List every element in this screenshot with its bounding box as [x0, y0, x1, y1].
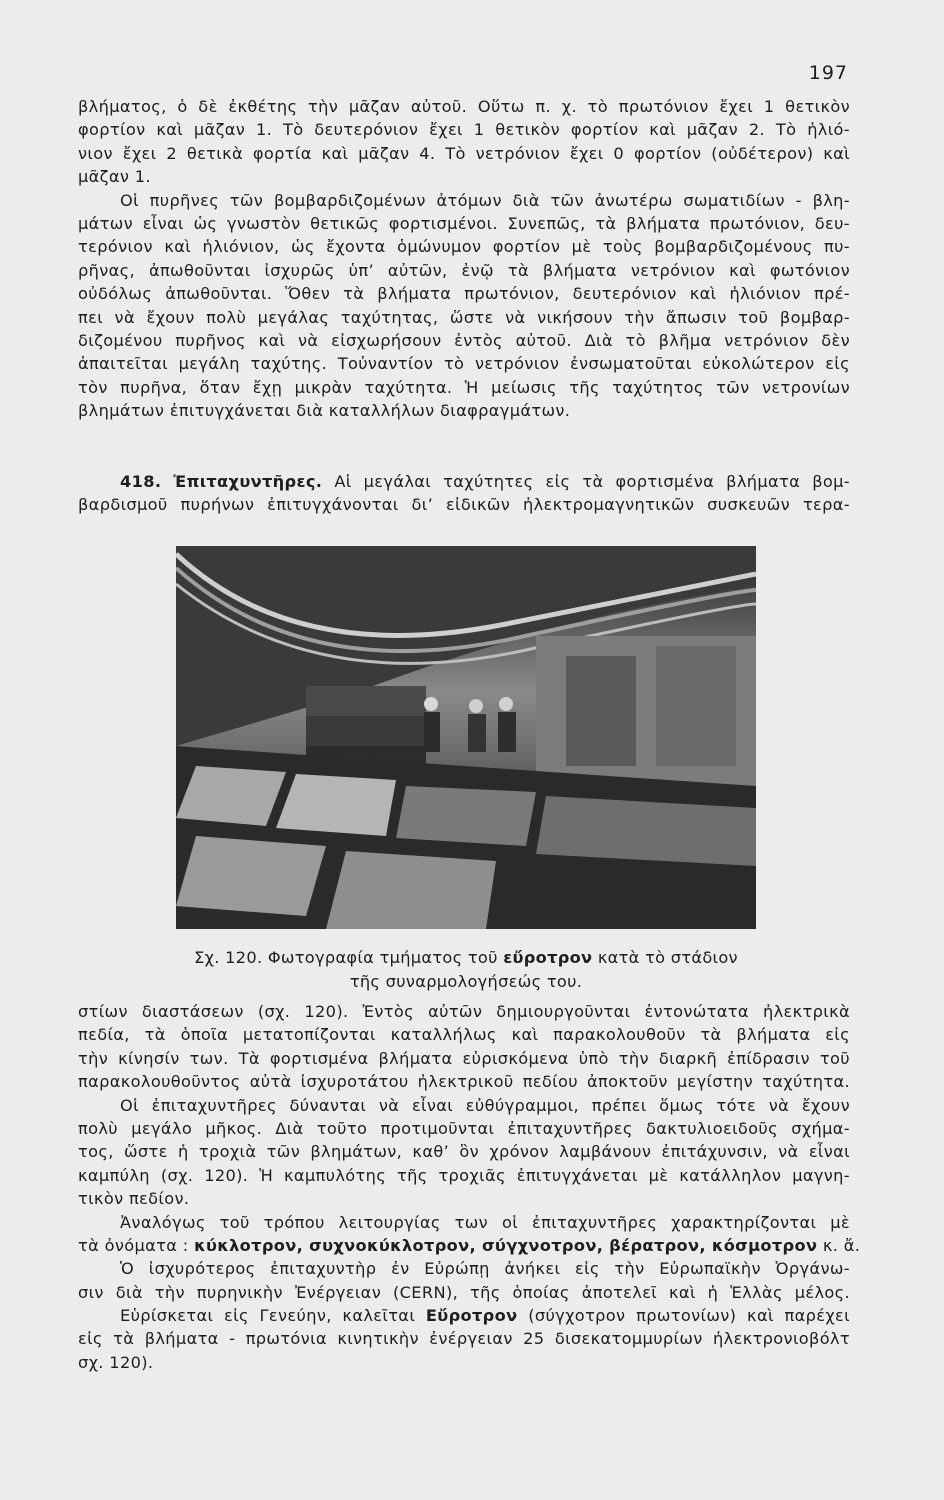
caption-term: εὔροτρον: [503, 948, 593, 967]
text-line: Οἱ πυρῆνες τῶν βομβαρδιζομένων ἀτόμων διὰ τῶν ἀνωτέρω σωματιδίων - βλη-: [120, 190, 850, 210]
text-line: βλημάτων ἐπιτυγχάνεται διὰ καταλλήλων διαφραγμάτων.: [78, 401, 571, 421]
figure-photo-eurotron: [176, 546, 756, 929]
wall-panel: [656, 646, 736, 766]
text-line: τικὸν πεδίον.: [78, 1189, 190, 1209]
text-line: βαρδισμοῦ πυρήνων ἐπιτυγχάνονται δι’ εἰδικῶν ἠλεκτρομαγνητικῶν συσκευῶν τερα-: [78, 495, 850, 515]
floor-slab: [176, 836, 326, 916]
section-number: 418.: [120, 472, 162, 491]
text-line: ρῆνας, ἀπωθοῦνται ἰσχυρῶς ὑπ’ αὐτῶν, ἐνῷ τὰ βλήματα νετρόνιον καὶ φωτόνιον: [78, 260, 850, 280]
text-line: Ὁ ἰσχυρότερος ἐπιταχυντὴρ ἐν Εὐρώπῃ ἀνήκει εἰς τὴν Εὐρωπαϊκὴν Ὀργάνω-: [120, 1259, 850, 1279]
text-line: [78, 1234, 861, 1257]
text-line: μᾶζαν 1.: [78, 167, 151, 187]
text-line: εἰς τὰ βλήματα - πρωτόνια κινητικὴν ἐνέργειαν 25 δισεκατομμυρίων ἠλεκτρονιοβόλτ: [78, 1329, 850, 1349]
text-line: στίων διαστάσεων (σχ. 120). Ἐντὸς αὐτῶν δημιουργοῦνται ἐντονώτατα ἠλεκτρικὰ: [78, 1002, 850, 1021]
section-heading-line: [78, 470, 850, 493]
text-line: Ἀναλόγως τοῦ τρόπου λειτουργίας των οἱ ἐπιταχυντῆρες χαρακτηρίζονται μὲ: [120, 1212, 850, 1232]
floor-slab: [536, 796, 756, 866]
worker-figure: [468, 714, 486, 752]
floor-slab: [396, 786, 536, 846]
eurotron-term: Εὔροτρον: [425, 1306, 518, 1326]
text-span: κ. ἄ.: [822, 1235, 861, 1255]
text-line: παρακολουθοῦντος αὐτὰ ἰσχυροτάτου ἠλεκτρικοῦ πεδίου ἀποκτοῦν μεγίστην ταχύτητα.: [78, 1072, 850, 1092]
section-text: Αἱ μεγάλαι ταχύτητες εἰς τὰ φορτισμένα βλήματα βομ-: [334, 472, 851, 491]
magnet-block: [306, 686, 426, 716]
text-line: τος, ὥστε ἡ τροχιὰ τῶν βλημάτων, καθ’ ὃν χρόνον λαμβάνουν ἐπιτάχυνσιν, νὰ εἶναι: [78, 1142, 850, 1162]
page-number: 197: [808, 62, 848, 84]
text-line: διζομένου πυρῆνος καὶ νὰ εἰσχωρήσουν ἐντὸς αὐτοῦ. Διὰ τὸ βλῆμα νετρόνιον δὲν: [78, 330, 850, 350]
accelerator-names: κύκλοτρον, συχνοκύκλοτρον, σύγχνοτρον, βέρατρον, κόσμοτρον: [194, 1235, 818, 1255]
text-block-bottom: [78, 1000, 861, 1374]
text-line: πεδία, τὰ ὁποῖα μετατοπίζονται καταλλήλως καὶ παρακολουθοῦν τὰ βλήματα εἰς: [78, 1025, 850, 1045]
text-line: πει νὰ ἔχουν πολὺ μεγάλας ταχύτητας, ὥστε νὰ νικήσουν τὴν ἄπωσιν τοῦ βομβαρ-: [78, 307, 850, 327]
text-line: τὴν κίνησίν των. Τὰ φορτισμένα βλήματα εὑρισκόμενα ὑπὸ τὴν διαρκῆ ἐπίδρασιν τοῦ: [78, 1048, 850, 1068]
caption-text: κατὰ τὸ στάδιον: [597, 948, 738, 967]
caption-line-2: τῆς συναρμολογήσεώς του.: [349, 971, 583, 991]
worker-figure: [469, 699, 483, 713]
text-line: ἀπαιτεῖται μεγάλη ταχύτης. Τοὐναντίον τὸ νετρόνιον ἐνσωματοῦται εὐκολώτερον εἰς: [78, 354, 850, 374]
accelerator-photo-illustration: [176, 546, 756, 929]
worker-figure: [499, 697, 513, 711]
magnet-block: [306, 716, 426, 746]
text-line: οὐδόλως ἀπωθοῦνται. Ὅθεν τὰ βλήματα πρωτόνιον, δευτερόνιον καὶ ἡλιόνιον πρέ-: [78, 284, 850, 304]
text-line: φορτίον καὶ μᾶζαν 1. Τὸ δευτερόνιον ἔχει 1 θετικὸν φορτίον καὶ μᾶζαν 2. Τὸ ἡλιό-: [78, 120, 850, 140]
caption-line-1: [176, 946, 756, 970]
text-line: σιν διὰ τὴν πυρηνικὴν Ἐνέργειαν (CERN), τῆς ὁποίας ἀποτελεῖ καὶ ἡ Ἑλλὰς μέλος.: [78, 1282, 850, 1302]
text-line: τερόνιον καὶ ἡλιόνιον, ὡς ἔχοντα ὁμώνυμον φορτίον μὲ τοὺς βομβαρδιζομένους πυ-: [78, 237, 850, 257]
section-418: [78, 470, 850, 517]
text-line: σχ. 120).: [78, 1352, 154, 1372]
text-line: τὸν πυρῆνα, ὅταν ἔχῃ μικρὰν ταχύτητα. Ἡ μείωσις τῆς ταχύτητος τῶν νετρονίων: [78, 377, 850, 397]
text-line: βλήματος, ὁ δὲ ἐκθέτης τὴν μᾶζαν αὐτοῦ. Οὕτω π. χ. τὸ πρωτόνιον ἔχει 1 θετικὸν: [78, 97, 850, 116]
text-span: τὰ ὀνόματα :: [78, 1235, 189, 1255]
worker-figure: [424, 712, 440, 752]
floor-slab: [326, 851, 496, 929]
text-span: (σύγχοτρον πρωτονίων) καὶ παρέχει: [528, 1306, 850, 1326]
text-span: Εὑρίσκεται εἰς Γενεύην, καλεῖται: [120, 1306, 416, 1326]
worker-figure: [498, 712, 516, 752]
text-line: καμπύλη (σχ. 120). Ἡ καμπυλότης τῆς τροχιᾶς ἐπιτυγχάνεται μὲ κατάλληλον μαγνη-: [78, 1165, 850, 1185]
section-title: Ἐπιταχυντῆρες.: [173, 472, 323, 491]
caption-text: Σχ. 120. Φωτογραφία τμήματος τοῦ: [194, 948, 498, 967]
floor-slab: [276, 774, 396, 836]
text-line: [78, 1304, 850, 1327]
text-line: νιον ἔχει 2 θετικὰ φορτία καὶ μᾶζαν 4. Τὸ νετρόνιον ἔχει 0 φορτίον (οὐδέτερον) καὶ: [78, 143, 850, 163]
figure-caption: [176, 946, 756, 993]
text-line: πολὺ μεγάλο μῆκος. Διὰ τοῦτο προτιμοῦνται ἐπιταχυντῆρες δακτυλιοειδοῦς σχήμα-: [78, 1118, 850, 1138]
text-line: μάτων εἶναι ὡς γνωστὸν θετικῶς φορτισμένοι. Συνεπῶς, τὰ βλήματα πρωτόνιον, δευ-: [78, 213, 850, 233]
text-line: Οἱ ἐπιταχυντῆρες δύνανται νὰ εἶναι εὐθύγραμμοι, πρέπει ὅμως τότε νὰ ἔχουν: [120, 1095, 850, 1115]
text-block-top: [78, 95, 850, 422]
wall-panel: [566, 656, 636, 766]
worker-figure: [424, 697, 438, 711]
